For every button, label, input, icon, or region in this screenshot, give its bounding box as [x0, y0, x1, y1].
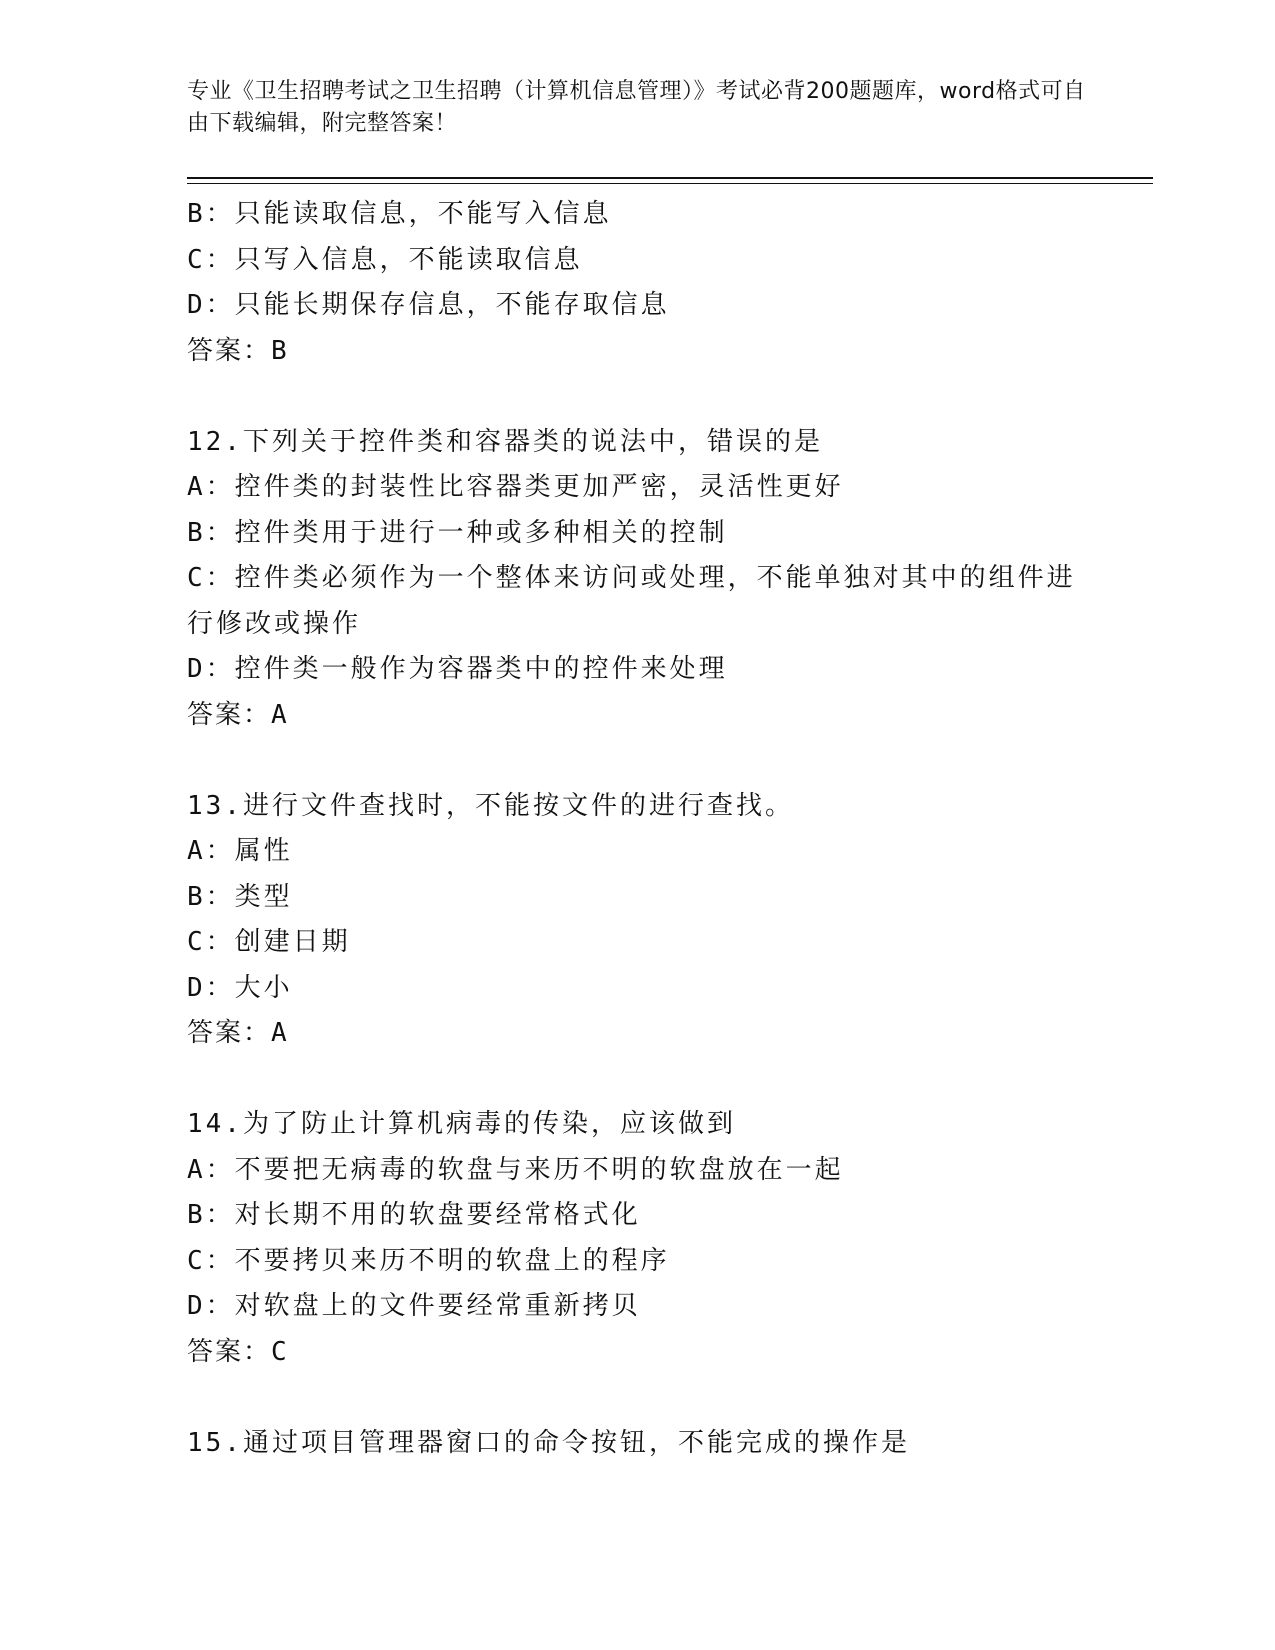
answer-label: 答案：	[187, 699, 272, 730]
option-c: C：不要拷贝来历不明的软盘上的程序	[187, 1245, 670, 1276]
question-stem: 15.通过项目管理器窗口的命令按钮，不能完成的操作是	[187, 1427, 910, 1458]
option-d: D：只能长期保存信息，不能存取信息	[187, 290, 670, 320]
option-d: D：对软盘上的文件要经常重新拷贝	[187, 1291, 641, 1321]
answer-value: B	[271, 335, 289, 366]
option-b: B：只能读取信息，不能写入信息	[187, 199, 612, 229]
question-12	[187, 420, 1087, 739]
answer-label: 答案：	[187, 1018, 272, 1048]
option-c: C：只写入信息，不能读取信息	[187, 244, 583, 275]
question-stem: 13.进行文件查找时，不能按文件的进行查找。	[187, 790, 794, 821]
question-15	[187, 1421, 1087, 1467]
answer-line	[187, 329, 1087, 375]
question-stem: 14.为了防止计算机病毒的传染，应该做到	[187, 1109, 736, 1139]
question-content	[187, 192, 1087, 1466]
option-b: B：对长期不用的软盘要经常格式化	[187, 1200, 641, 1230]
document-header: 专业《卫生招聘考试之卫生招聘（计算机信息管理）》考试必背200题题库，word格式可自由下载编辑，附完整答案！	[187, 79, 1086, 136]
header-rule-thick	[187, 177, 1153, 179]
option-c: C：创建日期	[187, 927, 351, 957]
question-13	[187, 784, 1087, 1057]
answer-line	[187, 1330, 1087, 1376]
option-a: A：属性	[187, 836, 293, 866]
option-a: A：控件类的封装性比容器类更加严密，灵活性更好	[187, 472, 844, 502]
answer-label: 答案：	[187, 335, 272, 366]
answer-value: A	[271, 1018, 289, 1048]
answer-value: A	[271, 699, 289, 730]
option-d: D：控件类一般作为容器类中的控件来处理	[187, 654, 728, 684]
answer-value: C	[271, 1336, 289, 1367]
answer-label: 答案：	[187, 1336, 272, 1367]
option-d: D：大小	[187, 972, 293, 1003]
option-b: B：类型	[187, 881, 293, 912]
question-stem: 12.下列关于控件类和容器类的说法中，错误的是	[187, 426, 823, 457]
option-c: C：控件类必须作为一个整体来访问或处理，不能单独对其中的组件进行修改或操作	[187, 563, 1076, 639]
option-a: A：不要把无病毒的软盘与来历不明的软盘放在一起	[187, 1154, 844, 1185]
header-rule-thin	[187, 183, 1153, 184]
option-b: B：控件类用于进行一种或多种相关的控制	[187, 517, 728, 548]
question-14	[187, 1102, 1087, 1375]
answer-line	[187, 693, 1087, 739]
answer-line	[187, 1011, 1087, 1057]
partial-question	[187, 192, 1087, 374]
